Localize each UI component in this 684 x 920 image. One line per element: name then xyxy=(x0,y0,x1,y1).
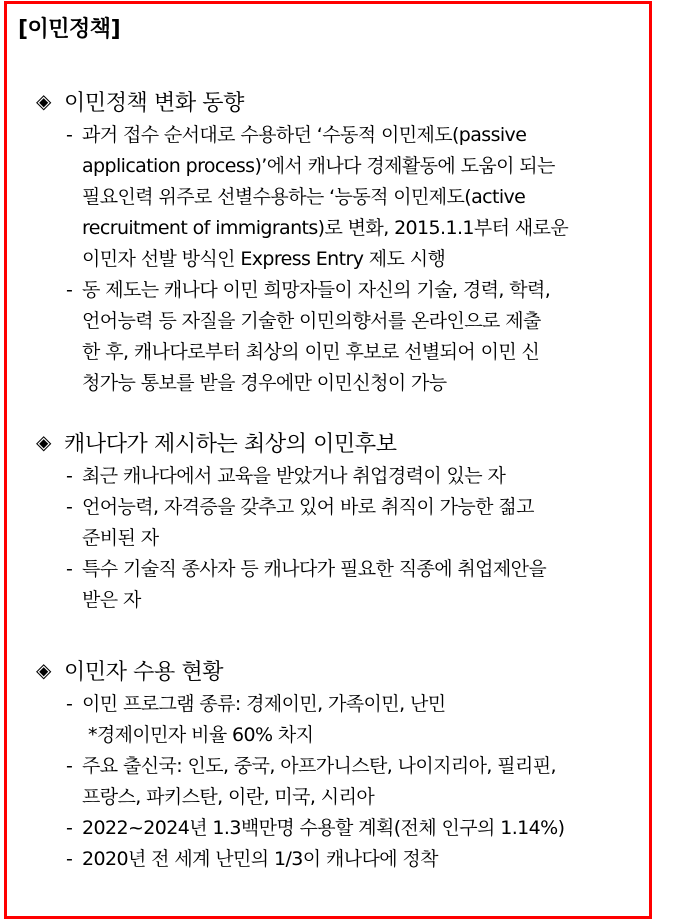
dash-marker: - xyxy=(66,693,73,715)
bullet-item xyxy=(66,461,654,492)
bullet-line: 이민 프로그램 종류: 경제이민, 가족이민, 난민 xyxy=(82,693,446,715)
bullet-line: 한 후, 캐나다로부터 최상의 이민 후보로 선별되어 이민 신 xyxy=(82,341,540,363)
section-heading xyxy=(36,425,654,459)
bullet-line: 준비된 자 xyxy=(82,527,159,549)
bullet-line: 언어능력 등 자질을 기술한 이민의향서를 온라인으로 제출 xyxy=(82,310,541,332)
section-heading-text: 이민정책 변화 동향 xyxy=(64,90,245,116)
bullet-list xyxy=(36,461,654,616)
dash-marker: - xyxy=(66,279,73,301)
bullet-line: 이민자 선발 방식인 Express Entry 제도 시행 xyxy=(82,248,446,270)
bullet-line: 받은 자 xyxy=(82,589,141,611)
diamond-bullet-icon: ◈ xyxy=(36,430,51,454)
dash-marker: - xyxy=(66,848,73,870)
bullet-line: 청가능 통보를 받을 경우에만 이민신청이 가능 xyxy=(82,372,447,394)
diamond-bullet-icon: ◈ xyxy=(36,658,51,682)
bullet-line: 동 제도는 캐나다 이민 희망자들이 자신의 기술, 경력, 학력, xyxy=(82,279,551,301)
section-immigrant-intake xyxy=(36,653,654,875)
bullet-item xyxy=(66,751,654,813)
bullet-line: 과거 접수 순서대로 수용하던 ‘수동적 이민제도(passive xyxy=(82,124,527,146)
bullet-item xyxy=(66,813,654,844)
section-heading xyxy=(36,84,654,118)
bullet-line: 특수 기술직 종사자 등 캐나다가 필요한 직종에 취업제안을 xyxy=(82,558,547,580)
bullet-item xyxy=(66,554,654,616)
dash-marker: - xyxy=(66,817,73,839)
bullet-line: 필요인력 위주로 선별수용하는 ‘능동적 이민제도(active xyxy=(82,186,526,208)
bullet-item xyxy=(66,120,654,275)
bullet-line: 언어능력, 자격증을 갖추고 있어 바로 취직이 가능한 젊고 xyxy=(82,496,534,518)
dash-marker: - xyxy=(66,496,73,518)
dash-marker: - xyxy=(66,465,73,487)
bullet-line: 주요 출신국: 인도, 중국, 아프가니스탄, 나이지리아, 필리핀, xyxy=(82,755,556,777)
bullet-item xyxy=(66,689,654,751)
section-best-candidates xyxy=(36,425,654,616)
bullet-item xyxy=(66,492,654,554)
bullet-line: application process)’에서 캐나다 경제활동에 도움이 되는 xyxy=(82,155,555,177)
section-heading-text: 캐나다가 제시하는 최상의 이민후보 xyxy=(64,431,397,457)
bullet-line: recruitment of immigrants)로 변화, 2015.1.1부터 새로운 xyxy=(82,217,569,239)
bullet-line: 2020년 전 세계 난민의 1/3이 캐나다에 정착 xyxy=(82,848,438,870)
bullet-item xyxy=(66,275,654,399)
bullet-line: 최근 캐나다에서 교육을 받았거나 취업경력이 있는 자 xyxy=(82,465,506,487)
section-policy-trends xyxy=(36,84,654,399)
dash-marker: - xyxy=(66,755,73,777)
bullet-line: 2022~2024년 1.3백만명 수용할 계획(전체 인구의 1.14%) xyxy=(82,817,565,839)
bullet-item xyxy=(66,844,654,875)
dash-marker: - xyxy=(66,124,73,146)
bullet-list xyxy=(36,689,654,875)
dash-marker: - xyxy=(66,558,73,580)
document-title: [이민정책] xyxy=(18,17,121,42)
bullet-note: *경제이민자 비율 60% 차지 xyxy=(88,724,314,746)
bullet-list xyxy=(36,120,654,399)
diamond-bullet-icon: ◈ xyxy=(36,89,51,113)
section-heading xyxy=(36,653,654,687)
section-heading-text: 이민자 수용 현황 xyxy=(64,659,224,685)
bullet-line: 프랑스, 파키스탄, 이란, 미국, 시리아 xyxy=(82,786,375,808)
